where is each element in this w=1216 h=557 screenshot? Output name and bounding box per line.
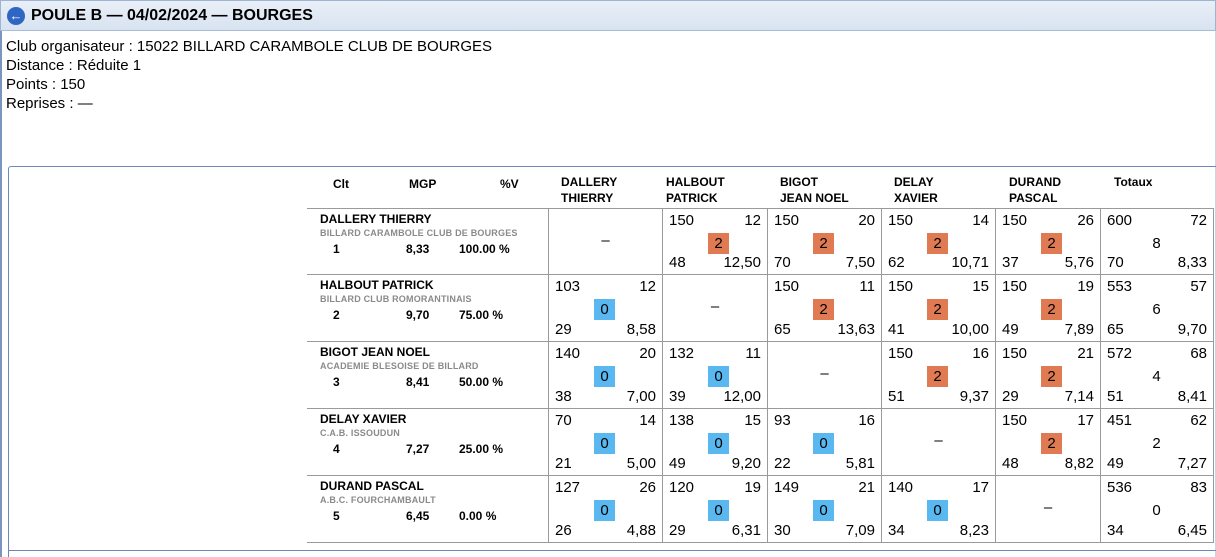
innings-count: 62 <box>1190 412 1207 429</box>
player-info-cell <box>307 342 548 409</box>
points-scored: 536 <box>1107 479 1133 496</box>
total-cell <box>1100 275 1214 342</box>
match-cell <box>767 476 881 543</box>
innings-count: 19 <box>1077 278 1094 295</box>
points-scored: 150 <box>774 212 800 229</box>
player-win-pct: 50.00 % <box>459 375 504 389</box>
average: 7,50 <box>845 254 875 271</box>
player-rank: 5 <box>333 509 340 523</box>
total-cell <box>1100 409 1214 476</box>
innings-count: 15 <box>744 412 761 429</box>
header-player-2-first: PATRICK <box>666 191 718 205</box>
empty-match: – <box>601 232 610 249</box>
title-bar <box>0 0 1216 31</box>
match-result-badge: 0 <box>708 500 729 521</box>
match-cell <box>881 409 995 476</box>
player-rank: 1 <box>333 242 340 256</box>
header-player-4 <box>894 174 938 206</box>
points-scored: 150 <box>1002 412 1028 429</box>
average: 7,14 <box>1064 388 1094 405</box>
match-result-badge: 0 <box>594 433 615 454</box>
player-win-pct: 25.00 % <box>459 442 504 456</box>
match-cell <box>881 476 995 543</box>
empty-match: – <box>934 432 943 449</box>
innings-count: 72 <box>1190 212 1207 229</box>
match-result-badge: 2 <box>708 233 729 254</box>
points-scored: 451 <box>1107 412 1133 429</box>
header-player-3-last: BIGOT <box>780 175 818 189</box>
average: 8,23 <box>959 522 989 539</box>
match-cell <box>548 208 662 275</box>
match-result-badge: 0 <box>594 500 615 521</box>
best-run: 34 <box>1107 522 1124 539</box>
match-cell <box>662 476 767 543</box>
points-scored: 140 <box>555 345 581 362</box>
best-run: 62 <box>888 254 905 271</box>
match-cell <box>767 275 881 342</box>
match-cell <box>995 208 1100 275</box>
player-club: BILLARD CARAMBOLE CLUB DE BOURGES <box>320 228 518 238</box>
empty-match: – <box>1043 499 1053 516</box>
player-mgp: 6,45 <box>406 509 430 523</box>
points-scored: 150 <box>1002 345 1028 362</box>
best-run: 65 <box>774 321 791 338</box>
best-run: 51 <box>888 388 905 405</box>
average: 4,88 <box>626 522 656 539</box>
player-club: A.B.C. FOURCHAMBAULT <box>320 495 436 505</box>
reprises: Reprises : — <box>6 95 93 112</box>
points-scored: 103 <box>555 278 581 295</box>
average: 9,20 <box>731 455 761 472</box>
panel-bottom-border <box>8 550 1216 551</box>
best-run: 39 <box>669 388 686 405</box>
best-run: 29 <box>555 321 572 338</box>
innings-count: 20 <box>858 212 875 229</box>
best-run: 48 <box>1002 455 1019 472</box>
match-result-badge: 2 <box>927 366 948 387</box>
innings-count: 15 <box>972 278 989 295</box>
average: 5,81 <box>845 455 875 472</box>
match-result-badge: 0 <box>708 433 729 454</box>
average: 5,76 <box>1064 254 1094 271</box>
match-cell <box>995 476 1100 543</box>
best-run: 22 <box>774 455 791 472</box>
innings-count: 68 <box>1190 345 1207 362</box>
innings-count: 16 <box>858 412 875 429</box>
player-info-cell <box>307 476 548 543</box>
average: 7,09 <box>845 522 875 539</box>
header-player-5 <box>1009 174 1061 206</box>
average: 7,89 <box>1064 321 1094 338</box>
header-player-4-first: XAVIER <box>894 191 938 205</box>
total-cell <box>1100 476 1214 543</box>
player-mgp: 8,33 <box>406 242 430 256</box>
header-player-2 <box>666 174 725 206</box>
frame-border-left <box>0 31 2 557</box>
match-cell <box>767 409 881 476</box>
match-result-badge: 2 <box>927 233 948 254</box>
header-player-1-last: DALLERY <box>561 175 618 189</box>
total-cell <box>1100 208 1214 275</box>
best-run: 49 <box>669 455 686 472</box>
innings-count: 26 <box>639 479 656 496</box>
average: 8,58 <box>626 321 656 338</box>
match-result-badge: 2 <box>1041 433 1062 454</box>
points-scored: 572 <box>1107 345 1133 362</box>
player-rank: 3 <box>333 375 340 389</box>
match-cell <box>995 409 1100 476</box>
match-result-badge: 0 <box>813 433 834 454</box>
match-cell <box>548 275 662 342</box>
points-scored: 127 <box>555 479 581 496</box>
best-run: 65 <box>1107 321 1124 338</box>
total-match-points: 4 <box>1152 368 1161 385</box>
points-scored: 140 <box>888 479 914 496</box>
average: 7,27 <box>1177 455 1207 472</box>
match-cell <box>881 275 995 342</box>
average: 10,71 <box>951 254 989 271</box>
match-cell <box>767 208 881 275</box>
points-scored: 132 <box>669 345 695 362</box>
innings-count: 17 <box>972 479 989 496</box>
average: 13,63 <box>837 321 875 338</box>
best-run: 41 <box>888 321 905 338</box>
total-match-points: 2 <box>1152 435 1161 452</box>
match-result-badge: 0 <box>927 500 948 521</box>
player-name: DURAND PASCAL <box>320 479 424 493</box>
average: 6,31 <box>731 522 761 539</box>
innings-count: 12 <box>744 212 761 229</box>
innings-count: 20 <box>639 345 656 362</box>
average: 12,50 <box>723 254 761 271</box>
points-scored: 138 <box>669 412 695 429</box>
header-player-5-first: PASCAL <box>1009 191 1058 205</box>
match-cell <box>548 409 662 476</box>
match-result-badge: 0 <box>594 299 615 320</box>
player-win-pct: 75.00 % <box>459 308 504 322</box>
best-run: 29 <box>669 522 686 539</box>
average: 10,00 <box>951 321 989 338</box>
best-run: 70 <box>1107 254 1124 271</box>
average: 8,82 <box>1064 455 1094 472</box>
match-cell <box>767 342 881 409</box>
match-cell <box>548 342 662 409</box>
innings-count: 17 <box>1077 412 1094 429</box>
player-mgp: 7,27 <box>406 442 430 456</box>
innings-count: 14 <box>972 212 989 229</box>
header-player-4-last: DELAY <box>894 175 934 189</box>
header-mgp: MGP <box>409 177 437 191</box>
empty-match: – <box>710 298 720 315</box>
page-title: POULE B — 04/02/2024 — BOURGES <box>31 6 313 24</box>
total-match-points: 8 <box>1152 235 1161 252</box>
average: 6,45 <box>1177 522 1207 539</box>
best-run: 30 <box>774 522 791 539</box>
average: 8,33 <box>1177 254 1207 271</box>
match-result-badge: 2 <box>813 299 834 320</box>
arrow-left-icon[interactable]: ← <box>7 7 25 25</box>
match-result-badge: 2 <box>1041 366 1062 387</box>
player-win-pct: 0.00 % <box>459 509 497 523</box>
header-totaux: Totaux <box>1114 175 1153 189</box>
average: 9,70 <box>1177 321 1207 338</box>
points-scored: 150 <box>888 212 914 229</box>
innings-count: 19 <box>744 479 761 496</box>
best-run: 37 <box>1002 254 1019 271</box>
match-cell <box>995 275 1100 342</box>
innings-count: 26 <box>1077 212 1094 229</box>
player-club: BILLARD CLUB ROMORANTINAIS <box>320 294 472 304</box>
match-result-badge: 2 <box>1041 233 1062 254</box>
match-cell <box>662 409 767 476</box>
player-name: DELAY XAVIER <box>320 412 407 426</box>
header-clt: Clt <box>333 177 349 191</box>
points-scored: 149 <box>774 479 800 496</box>
player-info-cell <box>307 208 548 275</box>
match-cell <box>548 476 662 543</box>
best-run: 49 <box>1107 455 1124 472</box>
best-run: 51 <box>1107 388 1124 405</box>
player-name: DALLERY THIERRY <box>320 212 432 226</box>
average: 7,00 <box>626 388 656 405</box>
total-match-points: 6 <box>1152 301 1161 318</box>
best-run: 49 <box>1002 321 1019 338</box>
header-player-1-first: THIERRY <box>561 191 614 205</box>
poule-info <box>6 37 492 113</box>
match-result-badge: 2 <box>813 233 834 254</box>
total-match-points: 0 <box>1152 502 1161 519</box>
player-info-cell <box>307 275 548 342</box>
best-run: 21 <box>555 455 572 472</box>
player-mgp: 9,70 <box>406 308 430 322</box>
innings-count: 14 <box>639 412 656 429</box>
best-run: 26 <box>555 522 572 539</box>
best-run: 38 <box>555 388 572 405</box>
match-cell <box>662 342 767 409</box>
match-result-badge: 2 <box>927 299 948 320</box>
points-scored: 150 <box>888 345 914 362</box>
innings-count: 11 <box>859 278 875 295</box>
best-run: 70 <box>774 254 791 271</box>
match-cell <box>662 208 767 275</box>
points-scored: 150 <box>1002 278 1028 295</box>
innings-count: 21 <box>1077 345 1094 362</box>
player-rank: 2 <box>333 308 340 322</box>
match-cell <box>662 275 767 342</box>
header-player-3-first: JEAN NOEL <box>780 191 849 205</box>
header-player-1 <box>561 174 617 206</box>
match-cell <box>881 208 995 275</box>
innings-count: 83 <box>1190 479 1207 496</box>
player-club: C.A.B. ISSOUDUN <box>320 428 401 438</box>
average: 8,41 <box>1177 388 1207 405</box>
points-scored: 553 <box>1107 278 1133 295</box>
points-scored: 150 <box>888 278 914 295</box>
points-scored: 150 <box>1002 212 1028 229</box>
empty-match: – <box>820 365 829 382</box>
points-scored: 120 <box>669 479 695 496</box>
header-player-3 <box>780 174 849 206</box>
player-club: ACADEMIE BLESOISE DE BILLARD <box>320 361 479 371</box>
points: Points : 150 <box>6 76 86 93</box>
average: 9,37 <box>959 388 989 405</box>
header-pct: %V <box>500 177 519 191</box>
player-name: HALBOUT PATRICK <box>320 278 434 292</box>
player-win-pct: 100.00 % <box>459 242 510 256</box>
average: 12,00 <box>723 388 761 405</box>
points-scored: 150 <box>669 212 695 229</box>
organizer-club: Club organisateur : 15022 BILLARD CARAMBOLE CLUB DE BOURGES <box>6 38 493 55</box>
innings-count: 11 <box>745 345 761 362</box>
innings-count: 12 <box>639 278 656 295</box>
player-mgp: 8,41 <box>406 375 430 389</box>
match-result-badge: 0 <box>594 366 615 387</box>
match-cell <box>995 342 1100 409</box>
player-name: BIGOT JEAN NOEL <box>320 345 431 359</box>
best-run: 48 <box>669 254 686 271</box>
player-info-cell <box>307 409 548 476</box>
points-scored: 70 <box>555 412 572 429</box>
header-player-2-last: HALBOUT <box>666 175 725 189</box>
distance: Distance : Réduite 1 <box>6 57 142 74</box>
match-result-badge: 2 <box>1041 299 1062 320</box>
best-run: 34 <box>888 522 905 539</box>
match-result-badge: 0 <box>813 500 834 521</box>
points-scored: 600 <box>1107 212 1133 229</box>
points-scored: 93 <box>774 412 791 429</box>
match-cell <box>881 342 995 409</box>
average: 5,00 <box>626 455 656 472</box>
innings-count: 21 <box>858 479 875 496</box>
total-cell <box>1100 342 1214 409</box>
header-player-5-last: DURAND <box>1009 175 1061 189</box>
match-result-badge: 0 <box>708 366 729 387</box>
best-run: 29 <box>1002 388 1019 405</box>
innings-count: 57 <box>1190 278 1207 295</box>
points-scored: 150 <box>774 278 800 295</box>
innings-count: 16 <box>972 345 989 362</box>
player-rank: 4 <box>333 442 340 456</box>
